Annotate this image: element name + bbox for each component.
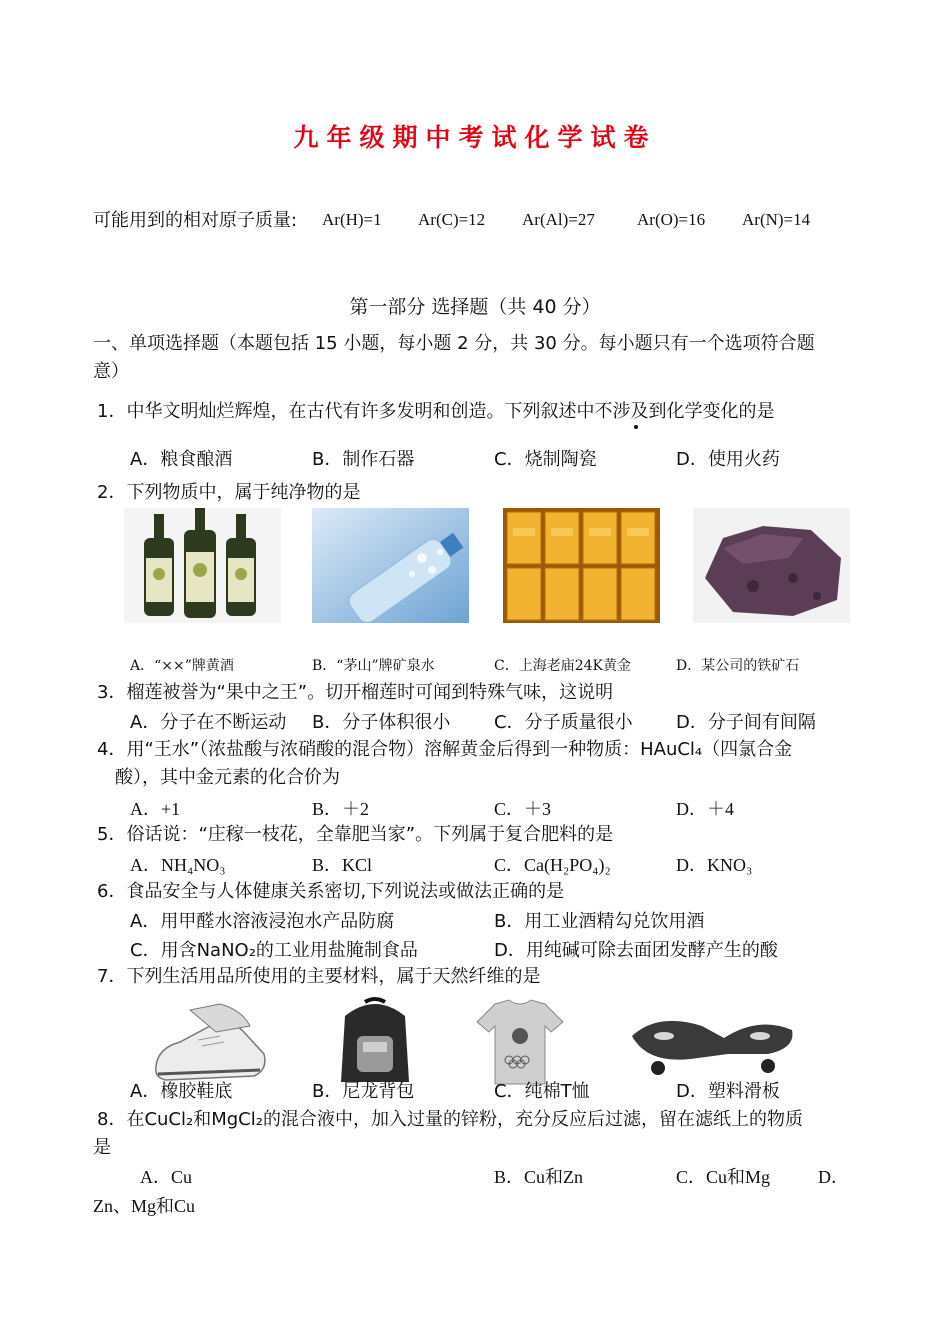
q5-option-a: A．NH₄NO₃ (130, 855, 226, 875)
plastic-skateboard-image (628, 996, 798, 1086)
q8-stem-line1: 8．在CuCl₂和MgCl₂的混合液中，加入过量的锌粉，充分反应后过滤，留在滤纸上的物质 (97, 1109, 803, 1130)
mass-c: Ar(C)=12 (418, 210, 486, 229)
q6-option-c: C．用含NaNO₂的工业用盐腌制食品 (130, 940, 418, 961)
q1-stem: 1．中华文明灿烂辉煌，在古代有许多发明和创造。下列叙述中不涉及到化学变化的是 (97, 401, 775, 422)
section1-line2: 意） (93, 361, 129, 382)
q7-option-d: D．塑料滑板 (676, 1081, 780, 1102)
q4-option-c: C．＋3 (494, 799, 552, 819)
q4-option-b: B．＋2 (312, 799, 370, 819)
q8-option-a: A．Cu (140, 1167, 193, 1187)
q1-option-c: C．烧制陶瓷 (494, 449, 597, 470)
section1-line1: 一、单项选择题（本题包括 15 小题，每小题 2 分，共 30 分。每小题只有一个选项符合题 (93, 333, 815, 354)
mass-n: Ar(N)=14 (742, 210, 811, 229)
q8-option-d-text: Zn、Mg和Cu (93, 1196, 196, 1216)
q7-option-c: C．纯棉T恤 (494, 1081, 590, 1102)
q6-option-a: A．用甲醛水溶液浸泡水产品防腐 (130, 911, 395, 932)
q7-stem: 7．下列生活用品所使用的主要材料，属于天然纤维的是 (97, 966, 541, 987)
q3-stem: 3．榴莲被誉为“果中之王”。切开榴莲时可闻到特殊气味，这说明 (97, 682, 614, 703)
cotton-tshirt-image (475, 996, 565, 1086)
q3-option-a: A．分子在不断运动 (130, 712, 287, 733)
q5-option-d: D．KNO₃ (676, 855, 753, 875)
q1-option-d: D．使用火药 (676, 449, 780, 470)
exam-title: 九年级期中考试化学试卷 (293, 123, 657, 152)
q3-option-d: D．分子间有间隔 (676, 712, 816, 733)
q2-stem: 2．下列物质中，属于纯净物的是 (97, 482, 361, 503)
q6-option-b: B．用工业酒精勾兑饮用酒 (494, 911, 705, 932)
mass-o: Ar(O)=16 (637, 210, 706, 229)
q5-option-b: B．KCl (312, 855, 373, 875)
mass-al: Ar(Al)=27 (522, 210, 595, 229)
rubber-shoe-image (150, 996, 270, 1086)
q3-option-c: C．分子质量很小 (494, 712, 633, 733)
part1-title: 第一部分 选择题（共 40 分） (349, 296, 601, 318)
q8-stem-line2: 是 (93, 1137, 111, 1158)
q4-option-d: D．＋4 (676, 799, 734, 819)
gold-bars-image (503, 508, 660, 623)
q2-option-c: C．上海老庙24K黄金 (494, 658, 631, 674)
nylon-backpack-image (335, 996, 415, 1086)
emphasis-dot (634, 425, 638, 429)
q6-stem: 6．食品安全与人体健康关系密切,下列说法或做法正确的是 (97, 881, 565, 902)
iron-ore-image (693, 508, 850, 623)
q2-option-d: D．某公司的铁矿石 (676, 658, 800, 674)
atomic-mass-line (93, 208, 297, 234)
q7-option-b: B．尼龙背包 (312, 1081, 415, 1102)
q1-option-a: A．粮食酿酒 (130, 449, 233, 470)
mass-h: Ar(H)=1 (322, 210, 382, 229)
q5-stem: 5．俗话说：“庄稼一枝花，全靠肥当家”。下列属于复合肥料的是 (97, 824, 614, 845)
q4-stem-line2: 酸），其中金元素的化合价为 (115, 767, 340, 788)
yellow-wine-image (124, 508, 281, 623)
q6-option-d: D．用纯碱可除去面团发酵产生的酸 (494, 940, 778, 961)
q4-option-a: A．+1 (130, 799, 181, 819)
q3-option-b: B．分子体积很小 (312, 712, 451, 733)
q2-option-b: B．“茅山”牌矿泉水 (312, 658, 435, 674)
q4-stem-line1: 4．用“王水”（浓盐酸与浓硝酸的混合物）溶解黄金后得到一种物质：HAuCl₄（四氯合金 (97, 739, 793, 760)
q8-option-d-letter: D． (818, 1167, 849, 1187)
q7-option-a: A．橡胶鞋底 (130, 1081, 233, 1102)
mineral-water-image (312, 508, 469, 623)
q5-option-c: C．Ca(H₂PO₄)₂ (494, 855, 611, 875)
q8-option-c: C．Cu和Mg (676, 1167, 771, 1187)
q1-option-b: B．制作石器 (312, 449, 415, 470)
q2-option-a: A．“××”牌黄酒 (130, 658, 234, 674)
q8-option-b: B．Cu和Zn (494, 1167, 584, 1187)
atomic-mass-label: 可能用到的相对原子质量: (93, 210, 298, 231)
